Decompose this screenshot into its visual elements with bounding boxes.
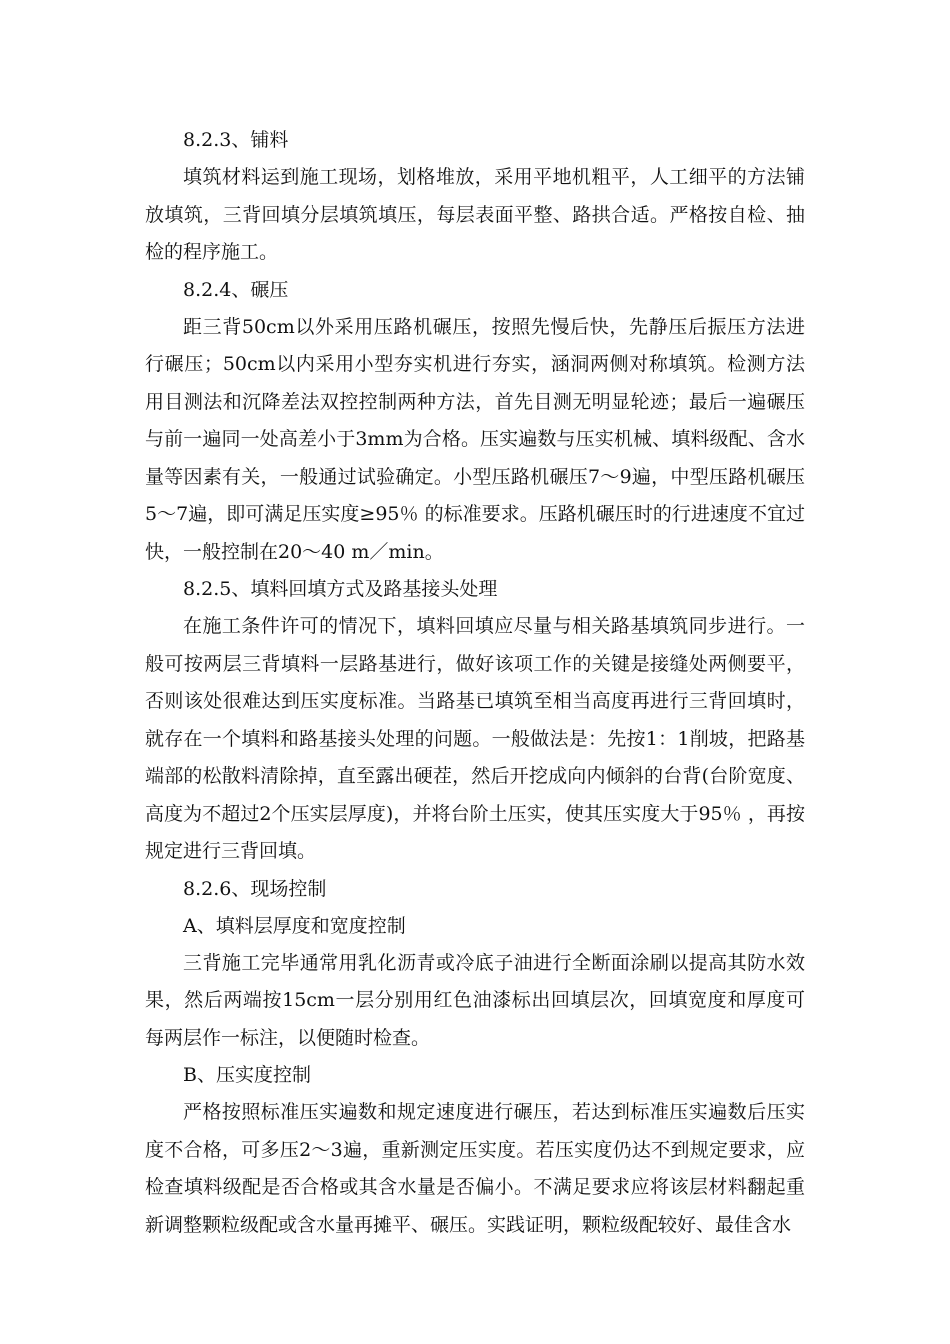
subsection-heading-b: B、压实度控制 [183,1064,311,1086]
section-heading-8-2-6: 8.2.6、现场控制 [183,877,327,900]
section-heading-8-2-3: 8.2.3、铺料 [183,129,289,151]
section-body-8-2-5: 在施工条件许可的情况下，填料回填应尽量与相关路基填筑同步进行。一般可按两层三背填料一层路基进行，做好该项工作的关键是接缝处两侧要平，否则该处很难达到压实度标准。当路基已填筑至相当高度再进行三背回填时，就存在一个填料和路基接头处理的问题。一般做法是：先按1：1削坡，把路基端部的松散料清除掉，直至露出硬茬，然后开挖成向内倾斜的台背(台阶宽度、高度为不超过2个压实层厚度)，并将台阶土压实，使其压实度大于95％ ，再按规定进行三背回填。 [145,615,805,862]
section-heading-8-2-5: 8.2.5、填料回填方式及路基接头处理 [183,578,498,600]
section-heading-8-2-4: 8.2.4、碾压 [183,278,289,301]
subsection-body-a: 三背施工完毕通常用乳化沥青或冷底子油进行全断面涂刷以提高其防水效果，然后两端按15cm一层分别用红色油漆标出回填层次，回填宽度和厚度可每两层作一标注，以便随时检查。 [145,951,805,1049]
section-body-8-2-4: 距三背50cm以外采用压路机碾压，按照先慢后快，先静压后振压方法进行碾压；50cm以内采用小型夯实机进行夯实，涵洞两侧对称填筑。检测方法用目测法和沉降差法双控控制两种方法，首先目测无明显轮迹；最后一遍碾压与前一遍同一处高差小于3mm为合格。压实遍数与压实机械、填料级配、含水量等因素有关，一般通过试验确定。小型压路机碾压7～9遍，中型压路机碾压5～7遍，即可满足压实度≥95％ 的标准要求。压路机碾压时的行进速度不宜过快，一般控制在20～40 m／min。 [145,315,805,563]
subsection-body-b: 严格按照标准压实遍数和规定速度进行碾压，若达到标准压实遍数后压实度不合格，可多压2～3遍，重新测定压实度。若压实度仍达不到规定要求，应检查填料级配是否合格或其含水量是否偏小。不满足要求应将该层材料翻起重新调整颗粒级配或含水量再摊平、碾压。实践证明，颗粒级配较好、最佳含水 [145,1101,805,1236]
section-body-8-2-3: 填筑材料运到施工现场，划格堆放，采用平地机粗平，人工细平的方法铺放填筑，三背回填分层填筑填压，每层表面平整、路拱合适。严格按自检、抽检的程序施工。 [145,166,805,263]
document-page [145,122,805,1244]
subsection-heading-a: A、填料层厚度和宽度控制 [183,914,406,937]
